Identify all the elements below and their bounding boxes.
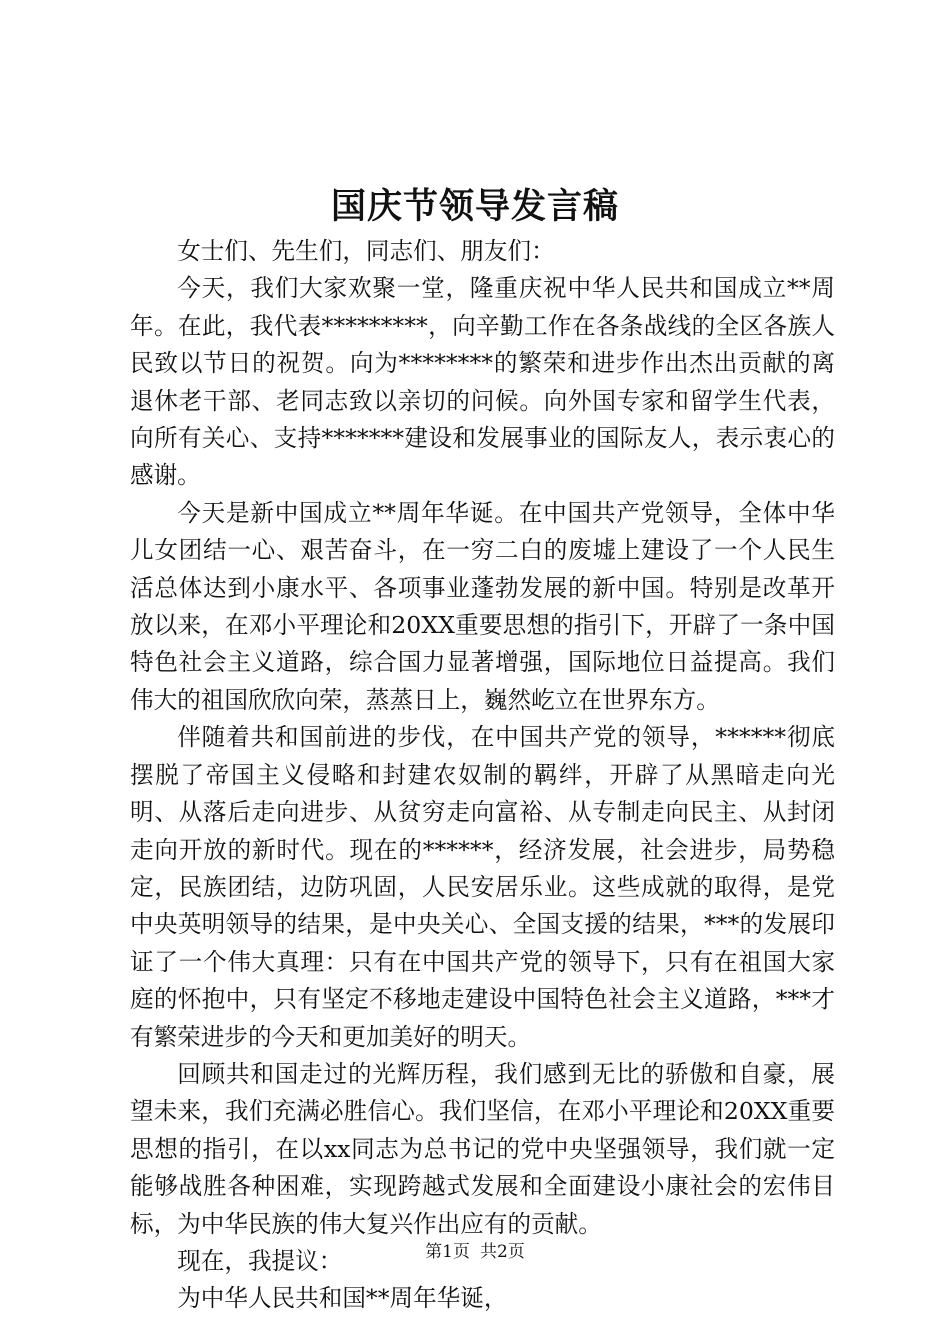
document-body bbox=[130, 233, 835, 1318]
document-title: 国庆节领导发言稿 bbox=[330, 186, 619, 227]
page-number: 第1页 bbox=[425, 1242, 470, 1262]
body-paragraph: 现在，我提议： bbox=[177, 1246, 343, 1275]
body-paragraph: 回顾共和国走过的光辉历程，我们感到无比的骄傲和自豪，展望未来，我们充满必胜信心。我们坚信，在邓小平理论和20XX重要思想的指引，在以xx同志为总书记的党中央坚强领导，我们就一定能够战胜各种困难，实现跨越式发展和全面建设小康社会的宏伟目标，为中华民族的伟大复兴作出应有的贡献。 bbox=[130, 1059, 835, 1238]
page-footer bbox=[0, 1240, 950, 1264]
salutation-paragraph: 女士们、先生们，同志们、朋友们： bbox=[177, 237, 555, 265]
body-paragraph: 今天，我们大家欢聚一堂，隆重庆祝中华人民共和国成立**周年。在此，我代表*********，向辛勤工作在各条战线的全区各族人民致以节日的祝贺。向为********的繁荣和进步作出杰出贡献的离退休老干部、老同志致以亲切的问候。向外国专家和留学生代表，向所有关心、支持*******建设和发展事业的国际友人，表示衷心的感谢。 bbox=[130, 274, 835, 490]
body-paragraph: 伴随着共和国前进的步伐，在中国共产党的领导，******彻底摆脱了帝国主义侵略和封建农奴制的羁绊，开辟了从黑暗走向光明、从落后走向进步、从贫穷走向富裕、从专制走向民主、从封闭走向开放的新时代。现在的******，经济发展，社会进步，局势稳定，民族团结，边防巩固，人民安居乐业。这些成就的取得，是党中央英明领导的结果，是中央关心、全国支援的结果，***的发展印证了一个伟大真理：只有在中国共产党的领导下，只有在祖国大家庭的怀抱中，只有坚定不移地走建设中国特色社会主义道路，***才有繁荣进步的今天和更加美好的明天。 bbox=[130, 723, 835, 1051]
body-paragraph: 为中华人民共和国**周年华诞， bbox=[177, 1284, 508, 1313]
page-total: 共2页 bbox=[480, 1242, 525, 1262]
body-paragraph: 今天是新中国成立**周年华诞。在中国共产党领导，全体中华儿女团结一心、艰苦奋斗，在一穷二白的废墟上建设了一个人民生活总体达到小康水平、各项事业蓬勃发展的新中国。特别是改革开放以来，在邓小平理论和20XX重要思想的指引下，开辟了一条中国特色社会主义道路，综合国力显著增强，国际地位日益提高。我们伟大的祖国欣欣向荣，蒸蒸日上，巍然屹立在世界东方。 bbox=[130, 498, 835, 714]
